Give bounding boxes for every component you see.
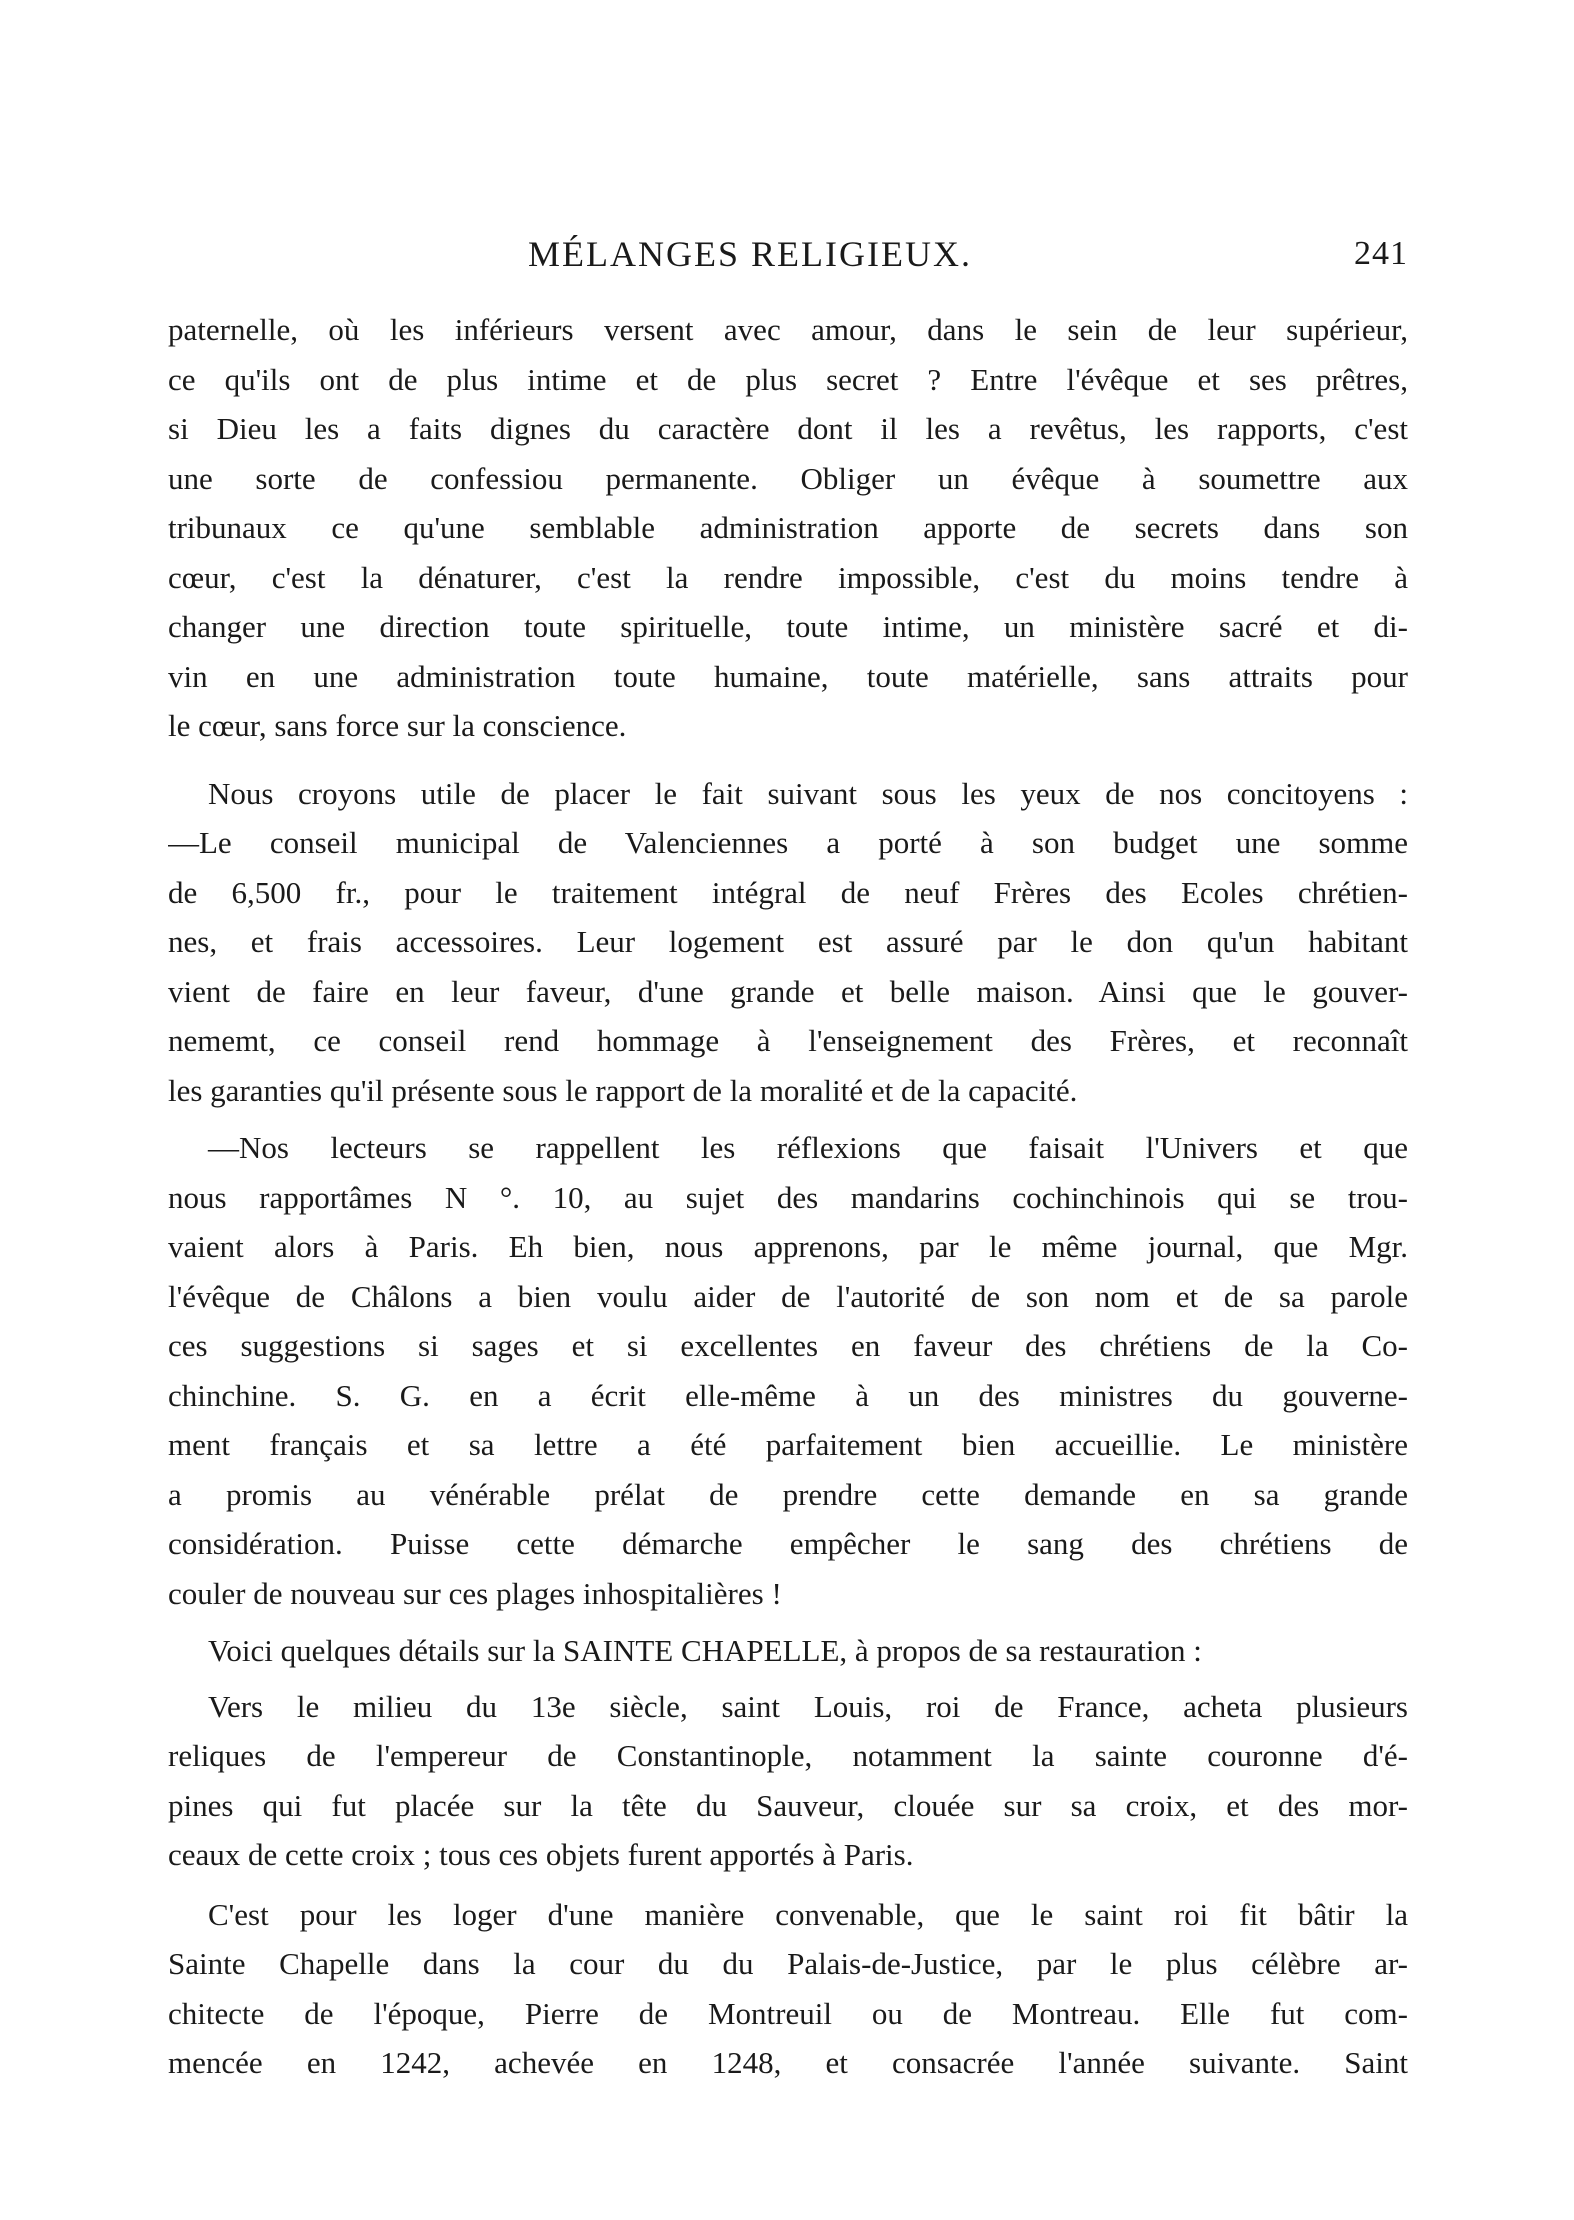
text-line: Sainte Chapelle dans la cour du du Palais-de-Justice, par le plus célèbre ar- [168, 1946, 1408, 1981]
text-line: Nous croyons utile de placer le fait suivant sous les yeux de nos concitoyens : [208, 775, 1408, 811]
text-line: nes, et frais accessoires. Leur logement est assuré par le don qu'un habitant [168, 924, 1408, 959]
text-line: vaient alors à Paris. Eh bien, nous apprenons, par le même journal, que Mgr. [168, 1229, 1408, 1264]
text-line: si Dieu les a faits dignes du caractère dont il les a revêtus, les rapports, c'est [168, 411, 1408, 446]
text-line: nememt, ce conseil rend hommage à l'enseignement des Frères, et reconnaît [168, 1023, 1408, 1058]
paragraph-construction [168, 1890, 1408, 2088]
text-line: changer une direction toute spirituelle, toute intime, un ministère sacré et di- [168, 609, 1408, 644]
paragraph-valenciennes [168, 818, 1408, 1115]
text-line: tribunaux ce qu'une semblable administration apporte de secrets dans son [168, 510, 1408, 545]
text-line: ces suggestions si sages et si excellentes en faveur des chrétiens de la Co- [168, 1328, 1408, 1363]
text-line: chitecte de l'époque, Pierre de Montreuil ou de Montreau. Elle fut com- [168, 1995, 1408, 2031]
page-number: 241 [1354, 235, 1408, 272]
text-line: chinchine. S. G. en a écrit elle-même à un des ministres du gouverne- [168, 1377, 1408, 1413]
paragraph-continuation [168, 305, 1408, 751]
text-line: ce qu'ils ont de plus intime et de plus secret ? Entre l'évêque et ses prêtres, [168, 361, 1408, 397]
text-line: le cœur, sans force sur la conscience. [168, 708, 627, 743]
text-line: Voici quelques détails sur la SAINTE CHAPELLE, à propos de sa restauration : [208, 1633, 1202, 1668]
text-line: vient de faire en leur faveur, d'une grande et belle maison. Ainsi que le gouver- [168, 973, 1408, 1009]
text-line: ceaux de cette croix ; tous ces objets furent apportés à Paris. [168, 1837, 914, 1872]
running-header [168, 233, 1408, 277]
text-line: de 6,500 fr., pour le traitement intégral de neuf Frères des Ecoles chrétien- [168, 874, 1408, 910]
text-line: cœur, c'est la dénaturer, c'est la rendre impossible, c'est du moins tendre à [168, 559, 1408, 595]
paragraph-saint-louis [168, 1682, 1408, 1880]
text-line: Vers le milieu du 13e siècle, saint Louis, roi de France, acheta plusieurs [208, 1688, 1408, 1724]
body-text [168, 305, 1408, 2088]
text-line: les garanties qu'il présente sous le rapport de la moralité et de la capacité. [168, 1072, 1078, 1108]
text-line: nous rapportâmes N °. 10, au sujet des mandarins cochinchinois qui se trou- [168, 1179, 1408, 1215]
text-line: —Le conseil municipal de Valenciennes a porté à son budget une somme [168, 825, 1408, 860]
text-line: pines qui fut placée sur la tête du Sauveur, clouée sur sa croix, et des mor- [168, 1787, 1408, 1823]
text-line: paternelle, où les inférieurs versent avec amour, dans le sein de leur supérieur, [168, 312, 1408, 347]
text-line: couler de nouveau sur ces plages inhospitalières ! [168, 1575, 782, 1611]
paragraph-cochinchine [168, 1123, 1408, 1618]
text-line: vin en une administration toute humaine, toute matérielle, sans attraits pour [168, 658, 1408, 694]
text-line: mencée en 1242, achevée en 1248, et consacrée l'année suivante. Saint [168, 2045, 1408, 2080]
paragraph-intro [168, 769, 1408, 819]
paragraph-sainte-chapelle-intro [168, 1626, 1408, 1676]
page-title: MÉLANGES RELIGIEUX. [528, 234, 972, 274]
text-line: reliques de l'empereur de Constantinople, notamment la sainte couronne d'é- [168, 1738, 1408, 1773]
text-line: l'évêque de Châlons a bien voulu aider de l'autorité de son nom et de sa parole [168, 1278, 1408, 1314]
text-line: C'est pour les loger d'une manière convenable, que le saint roi fit bâtir la [208, 1896, 1408, 1932]
text-line: une sorte de confessiou permanente. Obliger un évêque à soumettre aux [168, 460, 1408, 496]
text-line: —Nos lecteurs se rappellent les réflexions que faisait l'Univers et que [208, 1130, 1408, 1165]
text-line: a promis au vénérable prélat de prendre cette demande en sa grande [168, 1476, 1408, 1512]
text-line: considération. Puisse cette démarche empêcher le sang des chrétiens de [168, 1526, 1408, 1561]
text-line: ment français et sa lettre a été parfaitement bien accueillie. Le ministère [168, 1427, 1408, 1462]
